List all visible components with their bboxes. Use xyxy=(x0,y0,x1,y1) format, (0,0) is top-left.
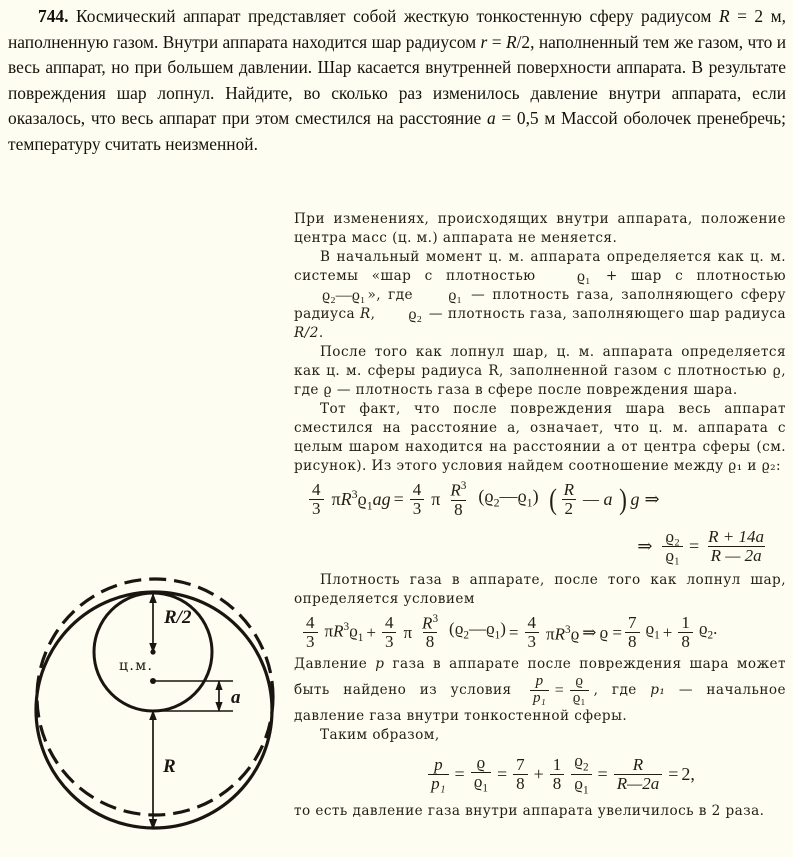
rho1-a: ϱ₁ xyxy=(576,268,591,285)
eq5-frac-rho-rho1: $\frac{ϱ}{ϱ_1}$ xyxy=(471,754,491,795)
label-r-half: R/2 xyxy=(164,607,192,628)
var-R-half-sol: R/2 xyxy=(294,325,319,341)
eq5-result: 2, xyxy=(681,764,695,785)
eq2-arrow: ⇒ xyxy=(637,535,653,556)
var-R-sol: R xyxy=(359,306,371,322)
solution-para-5: Плотность газа в аппарате, после того как лопнул шар, определяется условием xyxy=(294,571,786,607)
eq1-arrow: ⇒ xyxy=(644,489,660,510)
eq3-frac-R3-8: $\frac{R^3}{8}$ xyxy=(422,612,439,652)
eq1-paren-open-big: ( xyxy=(548,483,557,517)
inner-center-dot xyxy=(150,649,155,654)
eq1-rho-difference: $(ϱ_2—ϱ_1)$ xyxy=(478,486,539,510)
eq5-frac-p-p1: $\frac{p}{\text{p₁}}$ xyxy=(428,756,448,793)
frac-rho2-rho1: $\frac{\text{ϱ₂}}{\text{ϱ₁}}$ xyxy=(662,528,683,565)
eq1-equals: = xyxy=(393,489,404,510)
eq3-rho2: $ϱ_2$. xyxy=(698,619,718,642)
label-a: a xyxy=(231,687,241,708)
eq5-plus: + xyxy=(533,764,544,785)
frac-4-3-b: $\frac{4}{3}$ xyxy=(410,481,425,518)
var-p: p xyxy=(375,656,385,673)
rho2-minus-rho1: ϱ₂—ϱ₁ xyxy=(322,287,366,304)
solution-para-1: При изменениях, происходящих внутри аппарата, положение центра масс (ц. м.) аппарата не меняется. xyxy=(294,211,786,246)
solution-para-3: После того как лопнул шар, ц. м. аппарата определяется как ц. м. сферы радиуса R, заполненной газом с плотностью ϱ, где ϱ — плотность газа в сфере после повреждения шара. xyxy=(294,344,786,398)
eq5-eq1: = xyxy=(454,764,465,785)
equation-mass-conservation xyxy=(294,614,786,652)
eq3-arrow: ⇒ xyxy=(582,623,597,643)
rho1-b: ϱ₁ xyxy=(448,287,462,304)
equation-final-result xyxy=(294,752,786,798)
eq3-pi: π xyxy=(403,623,413,643)
eq2-equals: = xyxy=(688,535,700,556)
eq5-eq4: = xyxy=(668,764,679,785)
eq3-rho1: $ϱ_1$ xyxy=(645,619,660,642)
var-R-2: R xyxy=(505,31,517,52)
eq5-eq3: = xyxy=(597,764,608,785)
solution-para-6 xyxy=(294,655,786,726)
eq1-g: g xyxy=(630,489,640,510)
eq5-eq2: = xyxy=(496,764,508,785)
eq3-plus: + xyxy=(366,623,376,643)
eq5-frac-rho2-rho1: $\frac{ϱ_2}{ϱ_1}$ xyxy=(571,752,591,798)
var-p1: p₁ xyxy=(650,682,666,699)
var-r: r xyxy=(480,31,488,52)
eq1-paren-close-big: ) xyxy=(618,483,627,517)
var-R: R xyxy=(718,6,730,26)
eq1-pi-b: π xyxy=(431,489,441,510)
para6-seg1: Давление xyxy=(294,656,376,673)
equation-density-ratio xyxy=(294,528,786,565)
frac-R3-8: $\frac{R^3}{8}$ xyxy=(450,480,467,519)
problem-text: Космический аппарат представляет собой жесткую тонкостенную сферу радиусом R = 2 м, наполненную газом. Внутри аппарата находится шар радиусом r = R/2, наполненный тем же газом, что и весь аппарат, но при большем давлении. Шар касается внутренней поверхности аппарата. В результате повреждения шар лопнул. Найдите, во сколько раз изменилось давление внутри аппарата, если оказалось, что весь аппарат при этом сместился на расстояние a = 0,5 м Массой оболочек пренебречь; температуру считать неизменной. xyxy=(8,6,786,154)
solution-block xyxy=(294,210,786,821)
inline-pressure-ratio: $\frac{p}{\text{p₁}}$ = $\frac{ϱ}{\text{ϱ₁}}$ xyxy=(527,674,592,707)
eq5-frac-R-R2a: $\frac{R}{R—2a}$ xyxy=(614,756,663,793)
solution-para-7: Таким образом, xyxy=(320,727,440,744)
frac-R14a-R2a: $\frac{R + 14a}{R — 2a}$ xyxy=(708,526,764,565)
eq3-equals: = xyxy=(508,623,519,643)
solution-para-4: Тот факт, что после повреждения шара весь аппарат сместился на расстояние a, означает, что ц. м. аппарата с целым шаром находится на расстоянии a от центра сферы (см. рисунок). Из этого условия найдем соотношение между ϱ₁ и ϱ₂: xyxy=(294,401,786,474)
eq3-term1: $\pi R^3ϱ_1$ xyxy=(324,620,364,644)
figure-diagram xyxy=(14,560,290,857)
eq3-frac-4-3-c: $\frac{4}{3}$ xyxy=(525,614,540,651)
eq3-rho-eq: ϱ = xyxy=(599,623,622,643)
var-a: a xyxy=(486,108,496,129)
figure-svg xyxy=(14,560,290,857)
solution-conclusion: то есть давление газа внутри аппарата увеличилось в 2 раза. xyxy=(294,802,765,819)
frac-4-3-a: $\frac{4}{3}$ xyxy=(309,481,324,518)
para6-seg4: — начальное давление газа внутри тонкостенной сферы. xyxy=(294,682,787,725)
eq3-frac-1-8: $\frac{1}{8}$ xyxy=(678,614,693,651)
para6-seg2: газа в аппарате после повреждения шара может быть найдено из условия xyxy=(294,656,786,699)
rho2-a: ϱ₂ xyxy=(408,306,423,323)
eq5-frac-7-8: $\frac{7}{8}$ xyxy=(513,756,528,793)
eq3-plus2: + xyxy=(662,623,673,643)
eq3-frac-4-3-a: $\frac{4}{3}$ xyxy=(303,614,318,651)
para6-seg3: , где xyxy=(593,682,651,699)
frac-R-2: $\frac{R}{2}$ xyxy=(561,481,577,518)
eq3-rho-diff: $(ϱ_2—ϱ_1)$ xyxy=(449,619,506,642)
eq3-frac-4-3-b: $\frac{4}{3}$ xyxy=(382,614,397,651)
eq5-frac-1-8: $\frac{1}{8}$ xyxy=(550,756,565,793)
label-r: R xyxy=(163,756,176,777)
eq3-frac-7-8: $\frac{7}{8}$ xyxy=(625,614,640,651)
solution-para-2: В начальный момент ц. м. аппарата определяется как ц. м. системы «шар с плотностью ϱ₁ + шар с плотностью ϱ₂—ϱ₁ », где ϱ₁ — плотность газа, заполняющего сферу радиуса R, ϱ₂ — плотность газа, заполняющего шар радиуса R/2. xyxy=(294,249,787,341)
label-center-of-mass: ц.м. xyxy=(119,658,154,674)
eq3-term2: $\pi R^3ϱ$ xyxy=(546,624,580,644)
eq1-minus-a: — a xyxy=(583,489,613,510)
eq1-pi-R3-rho1-a-g: $\pi R^3ϱ_1ag$ xyxy=(331,486,391,513)
problem-number: 744. xyxy=(38,6,69,26)
equation-moment-balance xyxy=(294,481,786,519)
problem-statement xyxy=(8,4,786,158)
